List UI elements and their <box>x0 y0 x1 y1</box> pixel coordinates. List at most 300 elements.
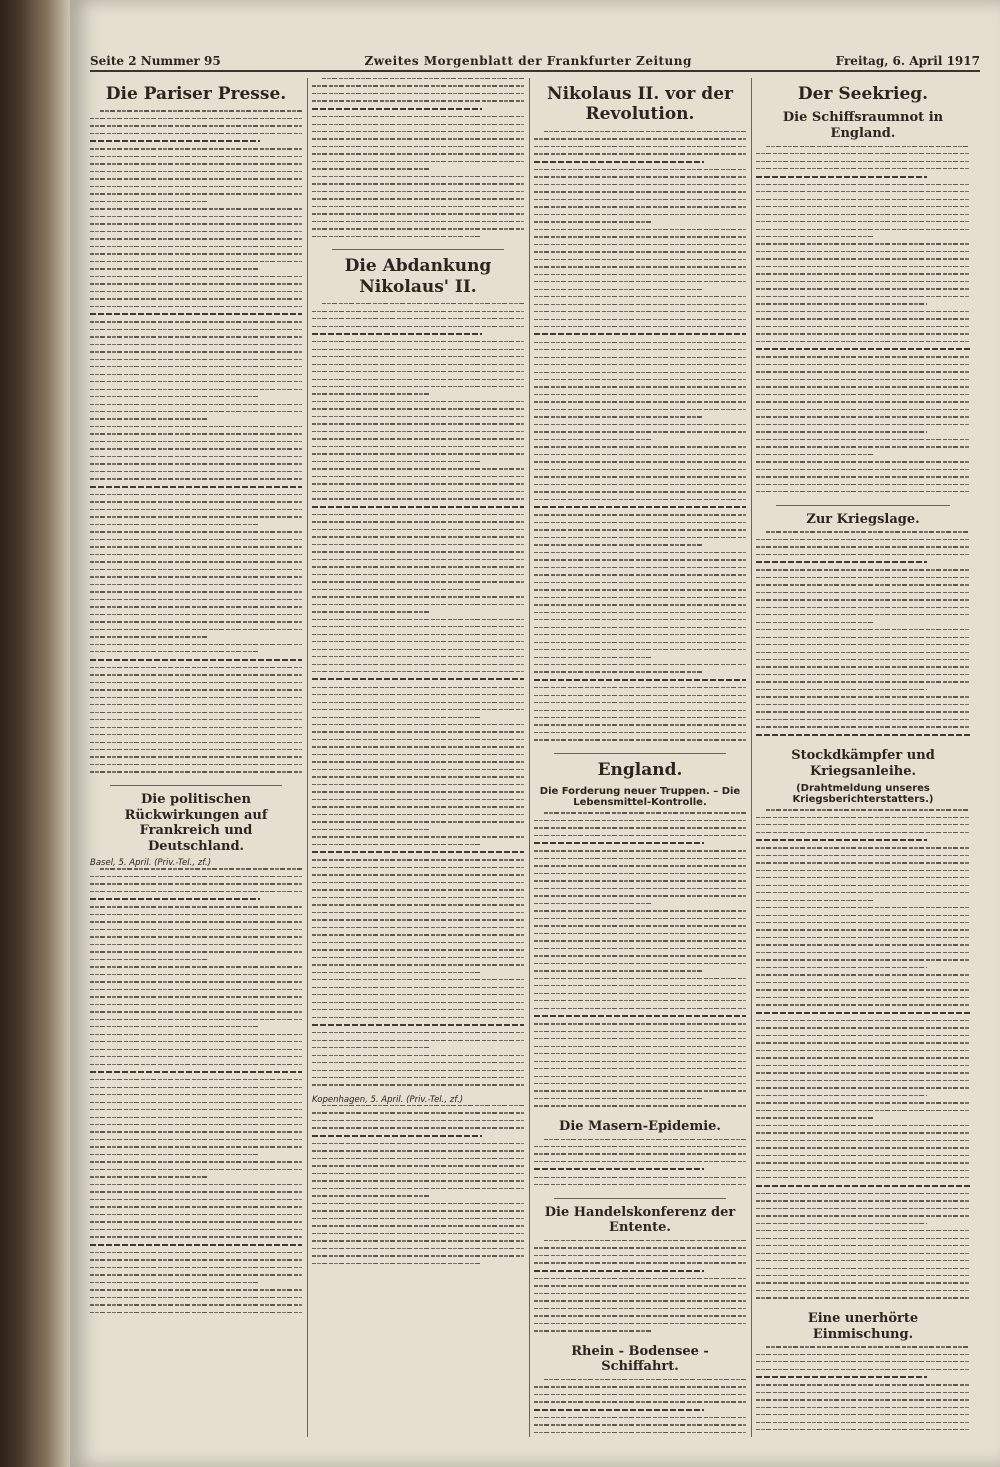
text-line <box>756 1147 970 1148</box>
text-line <box>312 318 524 319</box>
text-line <box>90 1087 302 1088</box>
text-line <box>756 915 970 916</box>
text-line <box>312 1255 524 1256</box>
text-line <box>90 1146 302 1147</box>
text-line <box>534 333 746 335</box>
text-line <box>534 476 746 477</box>
text-line <box>90 764 302 765</box>
text-line <box>534 169 746 170</box>
text-line <box>534 326 746 327</box>
text-line <box>756 900 874 901</box>
text-line <box>312 1062 524 1063</box>
text-line <box>312 483 524 484</box>
text-line <box>756 1297 970 1298</box>
text-line <box>90 1191 302 1192</box>
text-line <box>534 634 746 635</box>
text-line <box>534 214 746 215</box>
text-line <box>90 921 302 922</box>
text-line <box>312 1210 524 1211</box>
text-line <box>756 191 970 192</box>
dateline: Basel, 5. April. (Priv.-Tel., zf.) <box>90 858 212 869</box>
text-line <box>312 1225 524 1226</box>
text-line <box>534 865 746 866</box>
text-line <box>756 439 970 440</box>
text-line <box>756 689 927 690</box>
text-line <box>756 161 970 162</box>
text-line <box>90 389 302 390</box>
text-line <box>90 959 207 960</box>
text-line <box>312 108 482 110</box>
text-line <box>756 296 970 297</box>
text-line <box>90 906 302 907</box>
text-line <box>90 936 302 937</box>
text-line <box>756 1215 970 1216</box>
text-line <box>534 296 746 297</box>
text-line <box>534 1255 746 1256</box>
text-line <box>90 404 302 405</box>
text-line <box>756 341 970 342</box>
article-subheadline: Die Schiffsraumnot in England. <box>782 110 944 141</box>
text-line <box>756 266 970 267</box>
text-line <box>90 501 302 502</box>
text-line <box>756 644 970 645</box>
text-line <box>90 441 302 442</box>
text-line <box>756 401 970 402</box>
text-line <box>756 251 970 252</box>
text-line <box>90 261 302 262</box>
text-line <box>756 577 970 578</box>
text-line <box>534 259 746 260</box>
text-line <box>534 1161 746 1162</box>
text-line <box>90 1297 302 1298</box>
article-body <box>534 1240 746 1338</box>
text-line <box>756 652 970 653</box>
article-body <box>534 131 746 747</box>
text-line <box>534 446 746 447</box>
text-line <box>312 544 524 545</box>
text-line <box>312 124 524 125</box>
text-line <box>90 426 302 427</box>
text-line <box>534 1015 746 1017</box>
text-line <box>534 604 746 605</box>
text-line <box>312 724 524 725</box>
text-line <box>312 836 524 837</box>
text-line <box>534 895 746 896</box>
text-line <box>90 636 207 637</box>
text-line <box>756 681 970 682</box>
text-line <box>534 191 746 192</box>
text-line <box>534 612 746 613</box>
article-headline: Die Abdankung Nikolaus' II. <box>344 256 492 297</box>
text-line <box>534 695 746 696</box>
text-line <box>534 1046 746 1047</box>
text-line <box>312 453 524 454</box>
text-line <box>534 176 746 177</box>
text-line <box>756 281 970 282</box>
text-line <box>756 461 970 462</box>
text-line <box>756 1140 970 1141</box>
text-line <box>534 739 746 740</box>
text-line <box>534 379 746 380</box>
text-line <box>756 1399 970 1400</box>
text-line <box>312 514 524 515</box>
text-line <box>756 839 927 841</box>
text-line <box>90 1011 302 1012</box>
text-line <box>100 868 302 869</box>
text-line <box>756 719 970 720</box>
text-line <box>90 313 302 315</box>
text-line <box>90 599 302 600</box>
text-line <box>90 929 302 930</box>
text-line <box>312 897 524 898</box>
text-line <box>534 1330 651 1331</box>
text-line <box>544 1139 746 1140</box>
text-line <box>312 566 524 567</box>
text-line <box>534 1300 746 1301</box>
text-line <box>756 318 970 319</box>
text-line <box>756 176 927 178</box>
text-line <box>766 146 970 147</box>
text-line <box>534 281 746 282</box>
text-line <box>756 599 970 600</box>
text-line <box>90 554 302 555</box>
text-line <box>312 221 524 222</box>
text-line <box>534 1076 746 1077</box>
text-line <box>534 153 746 154</box>
text-line <box>756 491 970 492</box>
text-line <box>90 742 302 743</box>
text-line <box>312 116 524 117</box>
text-line <box>756 1290 970 1291</box>
text-line <box>534 955 746 956</box>
text-line <box>312 709 524 710</box>
text-line <box>90 148 302 149</box>
text-line <box>90 156 302 157</box>
text-line <box>312 791 524 792</box>
text-line <box>756 1369 970 1370</box>
text-line <box>312 1135 482 1137</box>
text-line <box>312 1024 524 1026</box>
text-line <box>534 1247 746 1248</box>
article-headline: Die Pariser Presse. <box>105 84 287 104</box>
text-line <box>534 1184 746 1185</box>
text-line <box>90 1034 302 1035</box>
text-line <box>312 183 524 184</box>
article-body <box>534 1139 746 1192</box>
text-line <box>312 678 524 680</box>
text-line <box>534 146 746 147</box>
text-line <box>312 333 482 335</box>
text-line <box>90 1071 302 1073</box>
text-line <box>312 806 524 807</box>
text-line <box>90 1229 302 1230</box>
text-line <box>312 671 524 672</box>
text-line <box>312 942 524 943</box>
text-line <box>312 1240 524 1241</box>
text-line <box>90 366 302 367</box>
text-line <box>756 726 970 727</box>
text-line <box>534 963 746 964</box>
text-line <box>312 904 524 905</box>
text-line <box>756 569 970 570</box>
text-line <box>90 674 302 675</box>
text-line <box>90 163 302 164</box>
divider <box>332 249 504 250</box>
text-line <box>90 974 302 975</box>
text-line <box>534 431 746 432</box>
article-body <box>90 110 302 779</box>
text-line <box>756 229 970 230</box>
text-line <box>312 198 524 199</box>
article-body <box>534 1379 746 1437</box>
text-line <box>90 659 302 661</box>
text-line <box>534 416 704 417</box>
text-line <box>312 776 524 777</box>
text-line <box>756 326 970 327</box>
text-line <box>90 1206 302 1207</box>
text-line <box>312 604 524 605</box>
text-line <box>756 1354 970 1355</box>
text-line <box>90 1049 302 1050</box>
text-line <box>312 506 524 508</box>
text-line <box>534 978 746 979</box>
text-line <box>312 100 524 101</box>
text-line <box>312 1070 524 1071</box>
text-line <box>312 1017 524 1018</box>
text-line <box>90 584 302 585</box>
text-line <box>534 649 746 650</box>
text-line <box>312 468 524 469</box>
text-line <box>534 642 746 643</box>
text-line <box>756 922 970 923</box>
text-line <box>756 1170 970 1171</box>
text-line <box>756 1208 970 1209</box>
text-line <box>312 371 524 372</box>
text-line <box>534 1031 746 1032</box>
text-line <box>90 1289 302 1290</box>
text-line <box>312 882 524 883</box>
text-line <box>756 817 970 818</box>
text-line <box>756 666 970 667</box>
text-line <box>534 544 704 545</box>
text-line <box>312 859 524 860</box>
article-subheadline: (Drahtmeldung unseres Kriegsberichterstatters.) <box>792 783 934 806</box>
text-line <box>756 184 970 185</box>
text-line <box>90 201 207 202</box>
text-line <box>534 199 746 200</box>
text-line <box>756 734 970 736</box>
text-line <box>312 949 524 950</box>
text-line <box>312 934 524 935</box>
text-line <box>312 1009 524 1010</box>
text-line <box>312 85 524 86</box>
text-line <box>90 329 302 330</box>
text-line <box>90 1041 302 1042</box>
text-line <box>312 364 524 365</box>
text-line <box>534 266 746 267</box>
text-line <box>90 494 302 495</box>
text-line <box>756 273 970 274</box>
text-line <box>90 539 302 540</box>
text-line <box>756 592 970 593</box>
text-line <box>312 656 524 657</box>
text-line <box>312 919 524 920</box>
text-line <box>90 1214 302 1215</box>
text-line <box>756 554 970 555</box>
text-line <box>90 1124 302 1125</box>
text-line <box>90 914 302 915</box>
text-line <box>534 687 746 688</box>
issue-date: Freitag, 6. April 1917 <box>835 54 980 68</box>
newspaper-title: Zweites Morgenblatt der Frankfurter Zeitung <box>364 54 692 68</box>
text-line <box>534 842 704 844</box>
text-line <box>756 348 970 350</box>
text-line <box>90 336 302 337</box>
text-line <box>756 546 970 547</box>
text-line <box>756 1260 970 1261</box>
text-line <box>312 574 524 575</box>
text-line <box>756 1185 970 1187</box>
text-line <box>756 959 970 960</box>
text-line <box>312 979 524 980</box>
text-line <box>312 912 524 913</box>
text-line <box>312 536 524 537</box>
text-line <box>534 1323 746 1324</box>
text-line <box>312 746 524 747</box>
text-line <box>312 491 524 492</box>
text-line <box>312 1120 524 1121</box>
article-headline: Zur Kriegslage. <box>806 511 920 527</box>
text-line <box>312 1127 524 1128</box>
text-line <box>534 251 746 252</box>
text-line <box>756 409 970 410</box>
text-line <box>534 1061 746 1062</box>
text-line <box>756 967 927 968</box>
text-line <box>90 231 302 232</box>
text-line <box>90 411 302 412</box>
text-line <box>312 1084 524 1085</box>
text-line <box>312 498 524 499</box>
text-line <box>90 727 302 728</box>
text-line <box>544 812 746 813</box>
text-line <box>756 1057 970 1058</box>
text-line <box>312 161 524 162</box>
text-line <box>756 862 970 863</box>
text-line <box>756 937 970 938</box>
divider <box>776 505 950 506</box>
text-line <box>90 1282 260 1283</box>
text-line <box>756 1223 927 1224</box>
text-line <box>312 634 524 635</box>
text-line <box>534 401 746 402</box>
text-line <box>756 476 970 477</box>
text-line <box>312 596 524 597</box>
text-line <box>756 311 970 312</box>
text-line <box>534 357 746 358</box>
text-line <box>756 1080 970 1081</box>
article-headline: Eine unerhörte Einmischung. <box>807 1310 919 1342</box>
text-line <box>90 178 302 179</box>
text-line <box>756 416 970 417</box>
text-line <box>312 957 524 958</box>
text-line <box>312 379 524 380</box>
text-line <box>534 657 651 658</box>
text-line <box>534 732 746 733</box>
text-line <box>534 567 746 568</box>
text-line <box>90 516 302 517</box>
text-line <box>90 1312 302 1313</box>
text-line <box>534 597 746 598</box>
text-line <box>756 288 970 289</box>
text-line <box>756 704 970 705</box>
text-line <box>90 1169 302 1170</box>
text-line <box>90 471 302 472</box>
text-line <box>90 268 260 269</box>
text-line <box>312 1047 429 1048</box>
text-line <box>90 186 302 187</box>
column-4 <box>756 78 970 1437</box>
divider <box>110 785 282 786</box>
text-line <box>756 539 970 540</box>
text-line <box>90 591 302 592</box>
text-line <box>312 581 524 582</box>
text-line <box>90 1064 302 1065</box>
text-line <box>312 191 524 192</box>
text-line <box>756 989 970 990</box>
text-line <box>534 1068 746 1069</box>
text-line <box>90 1176 207 1177</box>
text-line <box>312 529 524 530</box>
text-line <box>90 883 302 884</box>
text-line <box>756 214 970 215</box>
article-headline: Nikolaus II. vor der Revolution. <box>547 84 733 125</box>
column-3 <box>534 78 746 1437</box>
text-line <box>756 1072 970 1073</box>
text-line <box>756 1042 970 1043</box>
article-body <box>756 531 970 742</box>
text-line <box>534 1168 704 1170</box>
text-line <box>312 702 524 703</box>
article-body <box>312 1105 524 1270</box>
text-line <box>312 1158 524 1159</box>
text-line <box>534 1278 746 1279</box>
text-line <box>756 1012 970 1014</box>
text-line <box>312 754 524 755</box>
text-line <box>90 771 302 772</box>
text-line <box>534 1023 746 1024</box>
text-line <box>534 537 746 538</box>
text-line <box>312 1040 524 1041</box>
text-line <box>312 844 482 845</box>
article-headline: Die Handelskonferenz der Entente. <box>544 1204 736 1236</box>
text-line <box>534 933 746 934</box>
text-line <box>534 827 746 828</box>
text-line <box>312 349 524 350</box>
text-line <box>90 463 302 464</box>
text-line <box>312 626 524 627</box>
text-line <box>756 1238 970 1239</box>
text-line <box>534 1262 746 1263</box>
text-line <box>534 820 746 821</box>
text-line <box>534 574 746 575</box>
text-line <box>322 1105 524 1106</box>
text-line <box>90 374 302 375</box>
text-line <box>534 948 746 949</box>
text-line <box>90 951 302 952</box>
text-line <box>312 972 482 973</box>
text-line <box>90 1004 302 1005</box>
text-line <box>534 1053 746 1054</box>
